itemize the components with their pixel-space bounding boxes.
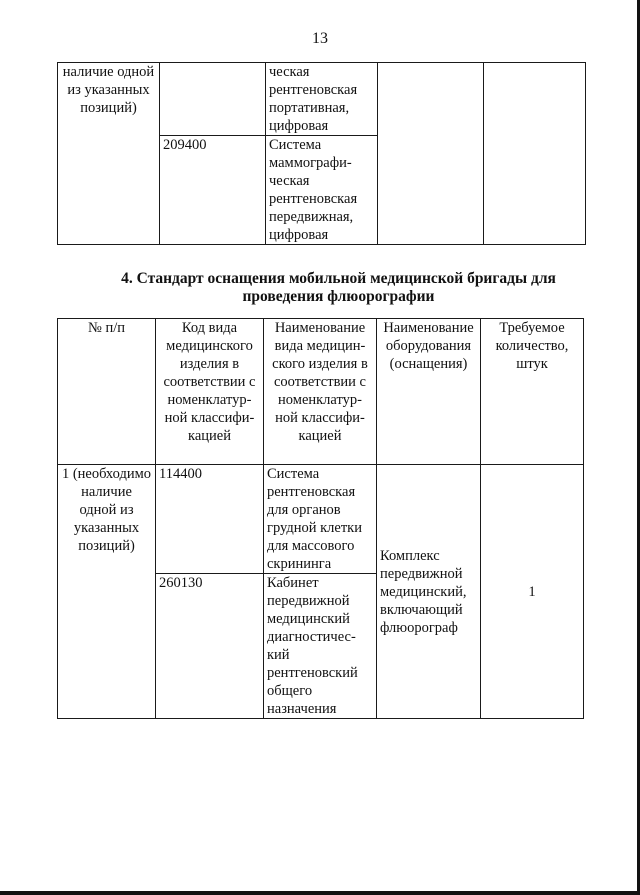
header-equipment: Наименование оборудования (оснащения) xyxy=(377,319,481,465)
header-name: Наименование вида медицин-ского изделия в соответствии с номенклатур-ной классифи-кацией xyxy=(264,319,377,465)
table-header-row xyxy=(58,319,584,465)
table-cell-equipment xyxy=(378,63,484,245)
table-cell-quantity: 1 xyxy=(481,465,584,719)
table-row xyxy=(58,63,586,136)
table-cell-code xyxy=(160,63,266,136)
table-cell-code: 260130 xyxy=(156,574,264,719)
table-cell-name: Система рентгеновская для органов грудной клетки для массового скрининга xyxy=(264,465,377,574)
equipment-standard-table xyxy=(57,318,584,719)
table-cell-number: наличие одной из указанных позиций) xyxy=(58,63,160,245)
table-cell-number: 1 (необходимо наличие одной из указанных позиций) xyxy=(58,465,156,719)
table-cell-name: Система маммографи-ческая рентгеновская передвижная, цифровая xyxy=(266,136,378,245)
table-cell-code: 209400 xyxy=(160,136,266,245)
table-cell-quantity xyxy=(484,63,586,245)
table-cell-name: ческая рентгеновская портативная, цифровая xyxy=(266,63,378,136)
page-number: 13 xyxy=(312,30,328,47)
header-number: № п/п xyxy=(58,319,156,465)
scan-border-bottom xyxy=(0,891,640,895)
table-cell-name: Кабинет передвижной медицинский диагностичес-кий рентгеновский общего назначения xyxy=(264,574,377,719)
header-quantity: Требуемое количество, штук xyxy=(481,319,584,465)
header-code: Код вида медицинского изделия в соответствии с номенклатур-ной классифи-кацией xyxy=(156,319,264,465)
table-cell-code: 114400 xyxy=(156,465,264,574)
section-title: 4. Стандарт оснащения мобильной медицинской бригады для проведения флюорографии xyxy=(121,270,556,305)
continued-table xyxy=(57,62,586,245)
table-cell-equipment: Комплекс передвижной медицинский, включающий флюорограф xyxy=(377,465,481,719)
table-row xyxy=(58,465,584,574)
